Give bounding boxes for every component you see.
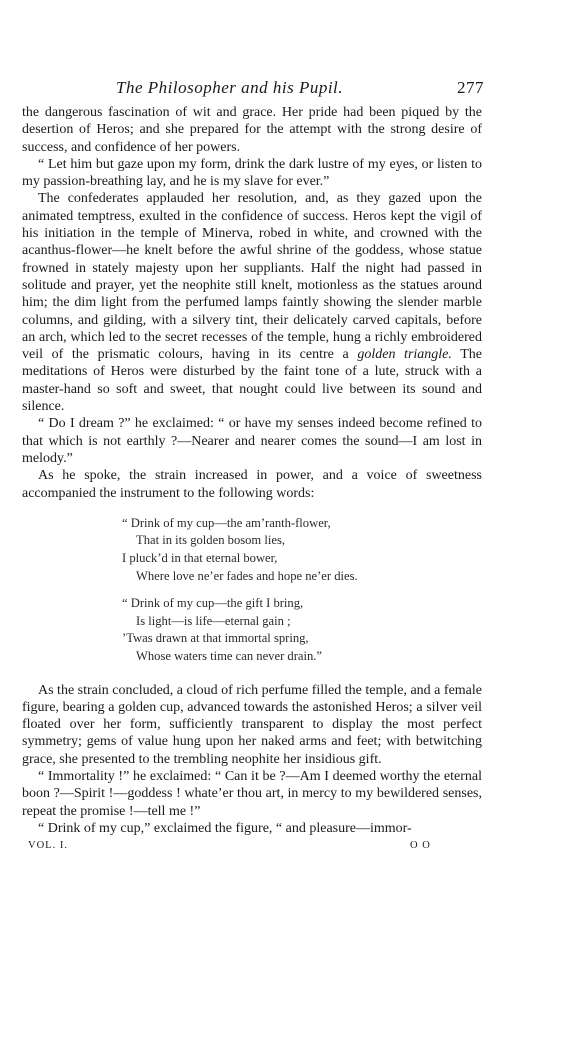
verse-line: “ Drink of my cup—the gift I bring, [122, 596, 304, 611]
verse-line: That in its golden bosom lies, [136, 533, 286, 548]
verse-line: Where love ne’er fades and hope ne’er dies. [136, 568, 358, 583]
verse-line: Is light—is life—eternal gain ; [136, 613, 291, 628]
paragraph-4: “ Do I dream ?” he exclaimed: “ or have my senses indeed become refined to that which is not earthly ?—Nearer and nearer comes the sound—I am lost in melody.” [22, 416, 482, 466]
body-text-continued [22, 682, 482, 838]
page-header [22, 78, 482, 104]
verse-line: Whose waters time can never drain.” [136, 648, 323, 663]
volume-mark: VOL. I. [28, 840, 68, 852]
paragraph-3-continued: The meditations of Heros were disturbed by the faint tone of a lute, struck with a master-hand so soft and sweet, that nought could live between its sound and silence. [22, 347, 483, 415]
book-page [22, 78, 482, 856]
verse-line: “ Drink of my cup—the am’ranth-flower, [122, 515, 331, 530]
page-footer [22, 840, 482, 856]
song-verse [122, 515, 482, 666]
verse-line: ’Twas drawn at that immortal spring, [122, 631, 309, 646]
paragraph-8: “ Drink of my cup,” exclaimed the figure, “ and pleasure—immor- [38, 820, 412, 836]
paragraph-3-text: The confederates applauded her resolution, and, as they gazed upon the animated temptress, exulted in the confidence of success. Heros kept the vigil of his initiation in the temple of Minerva, robed in white, and crowned with the acanthus-flower—he knelt before the awful shrine of the goddess, whose statue frowned in stately majesty upon her suppliants. Half the night had passed in solitude and prayer, yet the neophite still knelt, motionless as the statues around him; the dim light from the perfumed lamps faintly showing the slender marble columns, and gilding, with a silvery tint, their delicately carved capitals, before an arch, which led to the secret recesses of the temple, hung a richly embroidered veil of the prismatic colours, having in its centre a [22, 191, 482, 363]
running-title: The Philosopher and his Pupil. [116, 78, 344, 97]
paragraph-3 [22, 190, 482, 415]
paragraph-1: the dangerous fascination of wit and grace. Her pride had been piqued by the desertion of Heros; and she prepared for the attempt with the strong desire of success, and confidence of her powers. [22, 105, 482, 155]
paragraph-7: “ Immortality !” he exclaimed: “ Can it be ?—Am I deemed worthy the eternal boon ?—Spirit !—goddess ! whate’er thou art, in mercy to my bewildered senses, repeat the promise !—tell me !” [22, 769, 482, 819]
stanza-2 [122, 595, 482, 665]
italic-phrase: golden triangle. [357, 347, 452, 363]
signature-mark: O O [410, 840, 431, 852]
stanza-1 [122, 515, 482, 585]
paragraph-6: As the strain concluded, a cloud of rich perfume filled the temple, and a female figure, bearing a golden cup, advanced towards the astonished Heros; a silver veil floated over her form, sufficiently transparent to display the most perfect symmetry; gems of value hung upon her naked arms and feet; with betwitching grace, she presented to the trembling neophite her insidious gift. [22, 682, 482, 767]
paragraph-5: As he spoke, the strain increased in power, and a voice of sweetness accompanied the instrument to the following words: [22, 468, 482, 501]
page-number: 277 [457, 78, 484, 97]
verse-line: I pluck’d in that eternal bower, [122, 551, 278, 566]
body-text [22, 104, 482, 502]
paragraph-2: “ Let him but gaze upon my form, drink the dark lustre of my eyes, or listen to my passion-breathing lay, and he is my slave for ever.” [22, 156, 482, 190]
